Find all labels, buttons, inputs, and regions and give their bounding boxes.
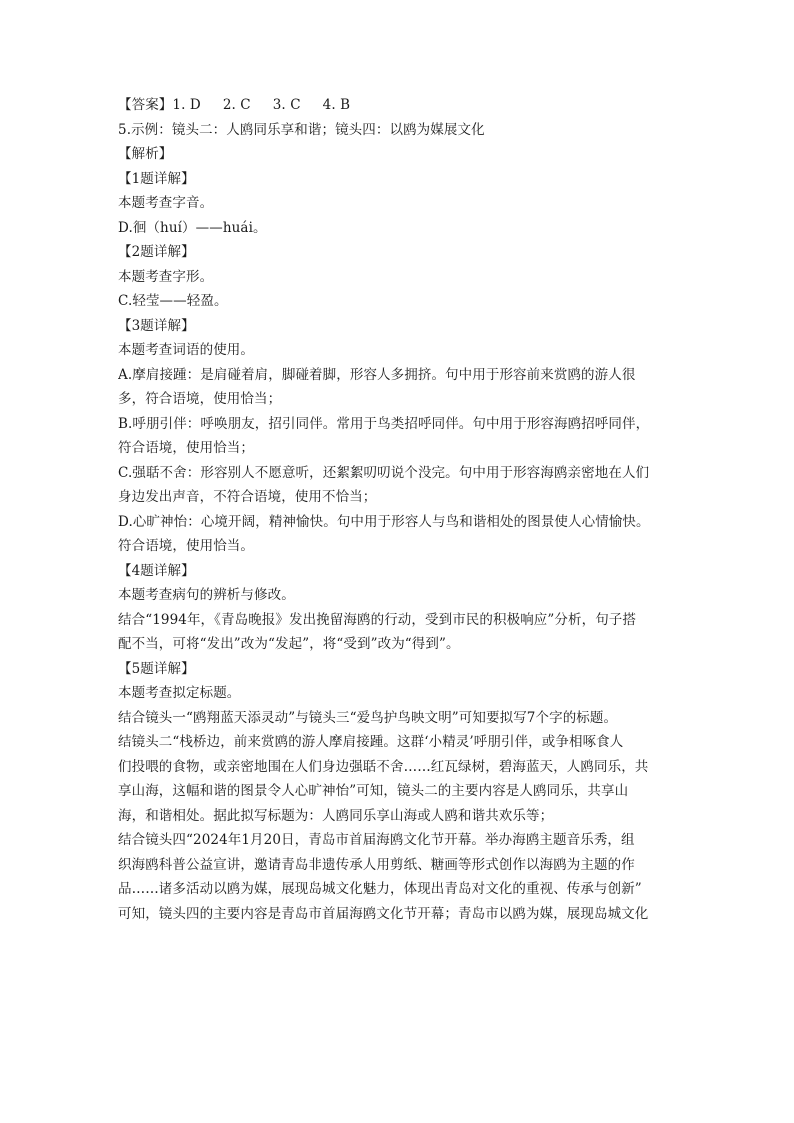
answer-5-example: 5.示例：镜头二：人鸥同乐享和谐；镜头四：以鸥为媒展文化 xyxy=(118,121,485,138)
answer-item: 1. D xyxy=(172,97,201,113)
answer-key-line xyxy=(118,93,678,118)
paragraph-line: 结合“1994年，《青岛晚报》发出挽留海鸥的行动，受到市民的积极响应”分析，句子搭 xyxy=(118,611,637,628)
paragraph-line: B.呼朋引伴：呼唤朋友，招引同伴。常用于鸟类招呼同伴。句中用于形容海鸥招呼同伴， xyxy=(118,415,650,432)
paragraph-line: D.徊（huí）——huái。 xyxy=(118,219,267,236)
paragraph-line: 身边发出声音，不符合语境，使用不恰当； xyxy=(118,489,377,505)
paragraph-line: D.心旷神怡：心境开阔，精神愉快。句中用于形容人与鸟和谐相处的图景使人心情愉快。 xyxy=(118,513,650,530)
analysis-heading: 【解析】 xyxy=(118,146,173,162)
q1-heading: 【1题详解】 xyxy=(118,170,195,187)
paragraph-line: A.摩肩接踵：是肩碰着肩，脚碰着脚，形容人多拥挤。句中用于形容前来赏鸥的游人很 xyxy=(118,366,636,383)
paragraph-line: 符合语境，使用恰当。 xyxy=(118,538,254,554)
paragraph-line: 们投喂的食物，或亲密地围在人们身边强聒不舍……红瓦绿树，碧海蓝天，人鸥同乐，共 xyxy=(118,758,649,775)
answer-item: 3. C xyxy=(272,97,301,113)
answer-item: 4. B xyxy=(322,97,351,113)
paragraph-line: 海，和谐相处。据此拟写标题为：人鸥同乐享山海或人鸥和谐共欢乐等； xyxy=(118,807,554,824)
paragraph-line: 结镜头二“栈桥边，前来赏鸥的游人摩肩接踵。这群‘小精灵’呼朋引伴，或争相啄食人 xyxy=(118,734,624,750)
paragraph-line: C.轻莹——轻盈。 xyxy=(118,293,228,309)
paragraph-line: 本题考查字音。 xyxy=(118,195,214,211)
paragraph-line: C.强聒不舍：形容别人不愿意听，还絮絮叨叨说个没完。句中用于形容海鸥亲密地在人们 xyxy=(118,464,650,481)
paragraph-line: 织海鸥科普公益宣讲，邀请青岛非遗传承人用剪纸、糖画等形式创作以海鸥为主题的作 xyxy=(118,856,635,873)
paragraph-line: 结合镜头四“2024年1月20日，青岛市首届海鸥文化节开幕。举办海鸥主题音乐秀，组 xyxy=(118,832,635,848)
paragraph-line: 品……诸多活动以鸥为媒，展现岛城文化魅力，体现出青岛对文化的重视、传承与创新” xyxy=(118,881,642,897)
paragraph-line: 本题考查词语的使用。 xyxy=(118,342,254,358)
q2-heading: 【2题详解】 xyxy=(118,244,195,260)
paragraph-line: 本题考查病句的辨析与修改。 xyxy=(118,587,295,603)
document-page xyxy=(118,93,678,926)
paragraph-line: 可知，镜头四的主要内容是青岛市首届海鸥文化节开幕；青岛市以鸥为媒，展现岛城文化 xyxy=(118,905,649,922)
paragraph-line: 多，符合语境，使用恰当； xyxy=(118,391,282,407)
answer-label: 【答案】 xyxy=(118,97,173,113)
q4-heading: 【4题详解】 xyxy=(118,562,195,579)
paragraph-line: 本题考查字形。 xyxy=(118,268,214,285)
answer-item: 2. C xyxy=(222,97,251,113)
paragraph-line: 符合语境，使用恰当； xyxy=(118,440,254,456)
paragraph-line: 本题考查拟定标题。 xyxy=(118,685,241,701)
q3-heading: 【3题详解】 xyxy=(118,317,195,334)
q5-heading: 【5题详解】 xyxy=(118,660,195,677)
paragraph-line: 结合镜头一“鸥翔蓝天添灵动”与镜头三“爱鸟护鸟映文明”可知要拟写7个字的标题。 xyxy=(118,709,618,726)
paragraph-line: 享山海，这幅和谐的图景令人心旷神怡”可知，镜头二的主要内容是人鸥同乐，共享山 xyxy=(118,783,629,799)
paragraph-line: 配不当，可将“发出”改为“发起”，将“受到”改为“得到”。 xyxy=(118,636,460,652)
